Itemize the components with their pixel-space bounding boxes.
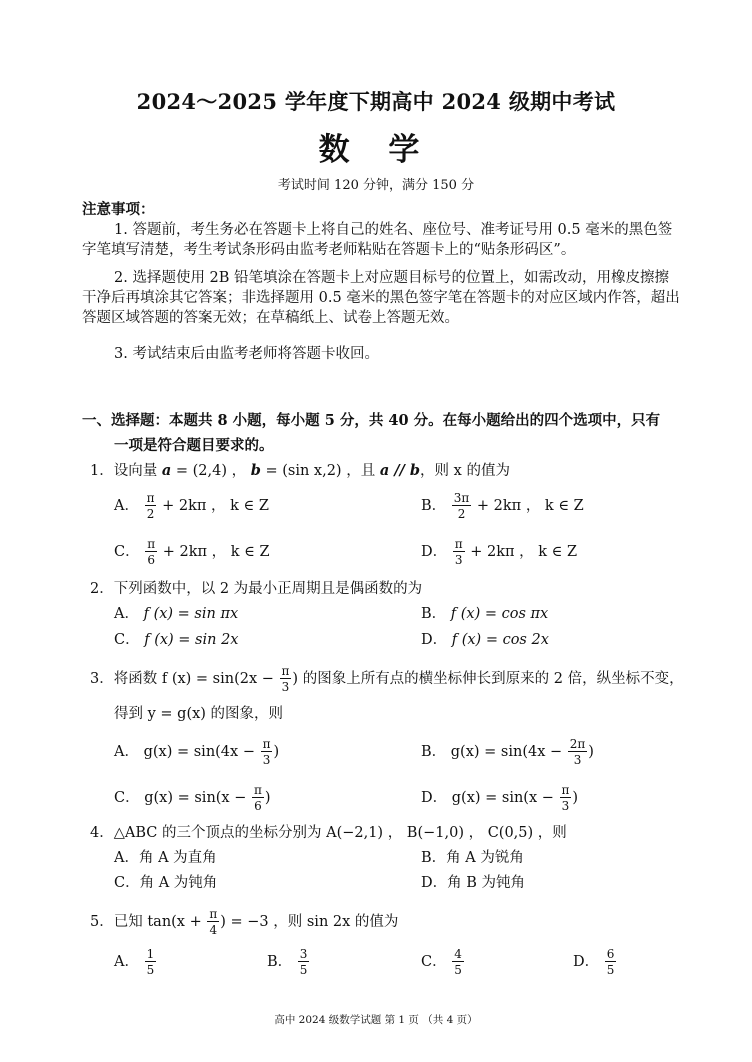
question-number: 4． [90,825,114,841]
option-text: g(x) = sin(4x − [450,744,567,760]
question-5-stem [90,908,398,936]
q2-option-b[interactable] [421,604,548,624]
option-text: + 2kπ ， k ∈ Z [465,544,578,560]
option-text-end: ) [588,744,594,760]
vector-a: a [161,462,172,479]
question-3-stem [90,665,684,693]
fraction: $\frac{\pi}{3}$ [281,664,290,694]
option-text-end: ) [273,744,280,760]
question-number: 5． [90,914,114,930]
fraction: $\frac{\pi}{3}$ [262,737,271,767]
q2-stem-text: 下列函数中，以 2 为最小正周期且是偶函数的为 [113,581,423,597]
option-label: D． [421,790,448,806]
option-label: B． [421,606,447,622]
q3-option-b[interactable] [421,738,594,766]
q1-option-c[interactable] [114,538,270,566]
q1-eq-a: = (2,4) ， [171,463,247,479]
option-label: C． [421,954,447,970]
note-item-1: 1. 答题前，考生务必在答题卡上将自己的姓名、座位号、准考证号用 0.5 毫米的黑色签字笔填写清楚，考生考试条形码由监考老师粘贴在答题卡上的“贴条形码区”。 [82,222,673,258]
q5-stem-a: 已知 tan(x + [113,914,207,930]
fraction: $\frac{3}{5}$ [299,947,308,977]
option-text: + 2kπ ， k ∈ Z [472,498,584,514]
q1-eq-b: = (sin x,2) ，且 [260,463,380,479]
q5-stem-b: ) = −3 ，则 sin 2x 的值为 [220,914,399,930]
option-text: 角 A 为锐角 [446,850,524,866]
option-label: B． [421,850,447,866]
exam-title: 2024～2025 学年度下期高中 2024 级期中考试 [136,89,616,114]
option-text: 角 B 为钝角 [447,875,526,891]
q2-option-a[interactable] [114,604,238,624]
option-label: D． [573,954,600,970]
option-label: D． [421,632,448,648]
question-2-stem [90,579,422,599]
option-label: C． [114,544,140,560]
fraction: $\frac{\pi}{6}$ [147,537,156,567]
fraction: $\frac{6}{5}$ [606,947,615,977]
q2-option-c[interactable] [114,630,238,650]
option-label: C． [114,790,140,806]
q4-stem-text: △ABC 的三个顶点的坐标分别为 A(−2,1) ， B(−1,0) ， C(0,5) ，则 [113,825,567,841]
fraction: $\frac{\pi}{2}$ [146,491,155,521]
fraction: $\frac{\pi}{4}$ [209,907,218,937]
question-4-stem [90,823,567,843]
q3-option-d[interactable] [421,784,578,812]
q4-option-b[interactable] [421,848,524,868]
question-1-stem [90,461,510,481]
question-number: 1． [90,463,114,479]
option-text: g(x) = sin(x − [451,790,559,806]
option-label: A． [114,606,139,622]
q1-option-a[interactable] [114,492,269,520]
option-text: 角 A 为直角 [138,850,217,866]
option-label: A． [114,954,139,970]
q4-option-a[interactable] [114,848,217,868]
parallel-condition: a // b [379,462,421,479]
option-text-end: ) [264,790,271,806]
question-number: 2． [90,581,114,597]
q3-option-c[interactable] [114,784,271,812]
q1-stem-end: ，则 x 的值为 [420,463,510,479]
q3-option-a[interactable] [114,738,279,766]
q3-stem-a: 将函数 f (x) = sin(2x − [113,671,279,687]
option-text: + 2kπ ， k ∈ Z [157,498,269,514]
q5-option-a[interactable] [114,948,157,976]
q1-option-b[interactable] [421,492,584,520]
option-label: B． [421,498,447,514]
section-heading-line2: 一项是符合题目要求的。 [114,437,274,454]
option-label: A． [114,498,139,514]
option-label: C． [114,875,140,891]
page-footer: 高中 2024 级数学试题 第 1 页 （共 4 页） [274,1014,478,1026]
exam-meta: 考试时间 120 分钟，满分 150 分 [277,178,475,193]
option-label: C． [114,632,140,648]
option-label: B． [421,744,447,760]
q1-option-d[interactable] [421,538,577,566]
option-text: f (x) = sin 2x [144,632,239,648]
option-label: D． [421,875,448,891]
option-label: A． [114,744,139,760]
q3-stem-b: ) 的图象上所有点的横坐标伸长到原来的 2 倍，纵坐标不变， [292,671,684,687]
fraction: $\frac{\pi}{6}$ [253,783,262,813]
notes-heading: 注意事项： [82,201,155,218]
fraction: $\frac{2\pi}{3}$ [569,737,586,767]
question-3-line2: 得到 y = g(x) 的图象，则 [114,706,284,722]
option-label: B． [267,954,293,970]
option-text: g(x) = sin(4x − [143,744,260,760]
option-text: 角 A 为钝角 [139,875,218,891]
question-number: 3． [90,671,114,687]
section-heading-line1: 一、选择题：本题共 8 小题，每小题 5 分，共 40 分。在每小题给出的四个选项中，只有 [82,412,661,429]
option-text: f (x) = sin πx [143,606,239,622]
option-text-end: ) [572,790,579,806]
q1-stem-text: 设向量 [113,463,158,479]
q5-option-b[interactable] [267,948,310,976]
fraction: $\frac{1}{5}$ [146,947,155,977]
q5-option-c[interactable] [421,948,465,976]
fraction: $\frac{\pi}{3}$ [454,537,463,567]
fraction: $\frac{3\pi}{2}$ [453,491,470,521]
option-label: A． [114,850,139,866]
note-item-3: 3. 考试结束后由监考老师将答题卡收回。 [114,346,379,362]
q4-option-c[interactable] [114,873,217,893]
subject-title: 数 学 [318,132,434,168]
note-item-2: 2. 选择题使用 2B 铅笔填涂在答题卡上对应题目标号的位置上，如需改动，用橡皮擦擦干净后再填涂其它答案；非选择题用 0.5 毫米的黑色签字笔在答题卡的对应区域内作答，超出答题区域答题的答案无效；在草稿纸上、试卷上答题无效。 [82,270,680,326]
option-text: f (x) = cos πx [450,606,549,622]
option-text: g(x) = sin(x − [144,790,251,806]
option-text: f (x) = cos 2x [451,632,549,648]
vector-b: b [250,462,261,479]
fraction: $\frac{4}{5}$ [454,947,462,977]
fraction: $\frac{\pi}{3}$ [561,783,570,813]
q4-option-d[interactable] [421,873,525,893]
option-text: + 2kπ ， k ∈ Z [158,544,270,560]
q5-option-d[interactable] [573,948,617,976]
q2-option-d[interactable] [421,630,549,650]
option-label: D． [421,544,448,560]
